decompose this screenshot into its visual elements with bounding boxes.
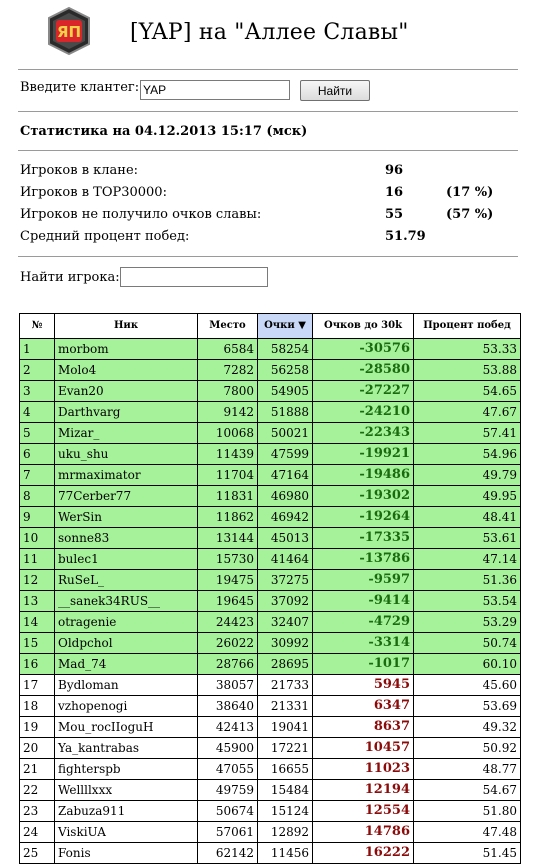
table-row <box>20 402 521 423</box>
cell-number: 6 <box>20 444 55 465</box>
stat-label: Средний процент побед: <box>20 229 190 244</box>
cell-place: 11439 <box>198 444 258 465</box>
cell-nick: uku_shu <box>55 444 198 465</box>
cell-number: 20 <box>20 738 55 759</box>
cell-nick: WerSin <box>55 507 198 528</box>
cell-points: 45013 <box>258 528 313 549</box>
cell-to30k: 12194 <box>313 780 414 801</box>
cell-winrate: 49.79 <box>414 465 521 486</box>
cell-nick: ViskiUA <box>55 822 198 843</box>
cell-number: 12 <box>20 570 55 591</box>
cell-to30k: -19486 <box>313 465 414 486</box>
cell-points: 12892 <box>258 822 313 843</box>
cell-points: 41464 <box>258 549 313 570</box>
cell-nick: Mad_74 <box>55 654 198 675</box>
table-row <box>20 675 521 696</box>
cell-points: 47599 <box>258 444 313 465</box>
find-player-label: Найти игрока: <box>20 270 120 285</box>
cell-to30k: 11023 <box>313 759 414 780</box>
clan-logo <box>44 6 94 56</box>
cell-to30k: -28580 <box>313 360 414 381</box>
cell-points: 56258 <box>258 360 313 381</box>
cell-place: 6584 <box>198 339 258 360</box>
cell-place: 19645 <box>198 591 258 612</box>
stats-title: Статистика на 04.12.2013 15:17 (мск) <box>20 124 308 139</box>
cell-number: 19 <box>20 717 55 738</box>
cell-to30k: 6347 <box>313 696 414 717</box>
table-row <box>20 486 521 507</box>
cell-points: 28695 <box>258 654 313 675</box>
stat-value: 55 <box>385 207 404 222</box>
cell-winrate: 53.61 <box>414 528 521 549</box>
cell-number: 1 <box>20 339 55 360</box>
cell-winrate: 51.80 <box>414 801 521 822</box>
cell-place: 38640 <box>198 696 258 717</box>
cell-place: 7800 <box>198 381 258 402</box>
divider <box>18 150 518 151</box>
stat-percent: (17 %) <box>446 185 494 200</box>
cell-to30k: 14786 <box>313 822 414 843</box>
cell-winrate: 54.67 <box>414 780 521 801</box>
table-row <box>20 465 521 486</box>
cell-number: 8 <box>20 486 55 507</box>
cell-points: 46942 <box>258 507 313 528</box>
cell-winrate: 50.74 <box>414 633 521 654</box>
table-row <box>20 654 521 675</box>
cell-to30k: 8637 <box>313 717 414 738</box>
page-title: [YAP] на "Аллее Славы" <box>130 20 409 45</box>
cell-to30k: -19264 <box>313 507 414 528</box>
cell-to30k: -24210 <box>313 402 414 423</box>
cell-number: 2 <box>20 360 55 381</box>
find-player-input[interactable] <box>120 267 268 287</box>
cell-number: 22 <box>20 780 55 801</box>
clantag-search <box>20 80 353 98</box>
cell-to30k: 12554 <box>313 801 414 822</box>
cell-points: 37092 <box>258 591 313 612</box>
cell-place: 62142 <box>198 843 258 864</box>
cell-place: 9142 <box>198 402 258 423</box>
table-header-row <box>20 314 521 339</box>
cell-points: 30992 <box>258 633 313 654</box>
cell-number: 17 <box>20 675 55 696</box>
cell-place: 57061 <box>198 822 258 843</box>
cell-place: 7282 <box>198 360 258 381</box>
cell-points: 37275 <box>258 570 313 591</box>
stat-percent: (57 %) <box>446 207 494 222</box>
cell-winrate: 54.65 <box>414 381 521 402</box>
cell-number: 16 <box>20 654 55 675</box>
cell-winrate: 48.77 <box>414 759 521 780</box>
table-row <box>20 843 521 864</box>
cell-place: 50674 <box>198 801 258 822</box>
cell-number: 21 <box>20 759 55 780</box>
cell-nick: sonne83 <box>55 528 198 549</box>
cell-to30k: -1017 <box>313 654 414 675</box>
cell-number: 15 <box>20 633 55 654</box>
cell-points: 16655 <box>258 759 313 780</box>
cell-to30k: -3314 <box>313 633 414 654</box>
clan-players-table <box>19 313 521 864</box>
cell-place: 11704 <box>198 465 258 486</box>
stat-label: Игроков в TOP30000: <box>20 185 167 200</box>
table-row <box>20 822 521 843</box>
cell-to30k: -13786 <box>313 549 414 570</box>
cell-number: 23 <box>20 801 55 822</box>
cell-to30k: -27227 <box>313 381 414 402</box>
cell-nick: mrmaximator <box>55 465 198 486</box>
cell-points: 11456 <box>258 843 313 864</box>
cell-to30k: 10457 <box>313 738 414 759</box>
cell-points: 58254 <box>258 339 313 360</box>
cell-nick: RuSeL_ <box>55 570 198 591</box>
cell-points: 17221 <box>258 738 313 759</box>
table-row <box>20 612 521 633</box>
cell-place: 45900 <box>198 738 258 759</box>
cell-points: 15484 <box>258 780 313 801</box>
cell-place: 24423 <box>198 612 258 633</box>
cell-winrate: 47.48 <box>414 822 521 843</box>
table-row <box>20 528 521 549</box>
cell-number: 4 <box>20 402 55 423</box>
table-row <box>20 549 521 570</box>
cell-nick: Evan20 <box>55 381 198 402</box>
cell-points: 32407 <box>258 612 313 633</box>
cell-nick: Bydloman <box>55 675 198 696</box>
cell-winrate: 51.36 <box>414 570 521 591</box>
cell-number: 5 <box>20 423 55 444</box>
table-row <box>20 570 521 591</box>
cell-place: 10068 <box>198 423 258 444</box>
find-button[interactable]: Найти <box>300 80 370 101</box>
cell-place: 42413 <box>198 717 258 738</box>
cell-place: 11831 <box>198 486 258 507</box>
cell-to30k: -19302 <box>313 486 414 507</box>
table-row <box>20 591 521 612</box>
cell-points: 15124 <box>258 801 313 822</box>
col-header-to30k[interactable]: Очков до 30k <box>313 314 414 339</box>
cell-points: 51888 <box>258 402 313 423</box>
cell-nick: Mizar_ <box>55 423 198 444</box>
cell-winrate: 57.41 <box>414 423 521 444</box>
cell-winrate: 60.10 <box>414 654 521 675</box>
cell-points: 47164 <box>258 465 313 486</box>
cell-place: 47055 <box>198 759 258 780</box>
cell-nick: fighterspb <box>55 759 198 780</box>
cell-number: 9 <box>20 507 55 528</box>
table-row <box>20 759 521 780</box>
col-header-place[interactable]: Место <box>198 314 258 339</box>
cell-number: 7 <box>20 465 55 486</box>
table-row <box>20 738 521 759</box>
cell-to30k: -30576 <box>313 339 414 360</box>
cell-winrate: 53.33 <box>414 339 521 360</box>
stat-label: Игроков в клане: <box>20 163 139 178</box>
col-header-nick[interactable]: Ник <box>55 314 198 339</box>
cell-number: 10 <box>20 528 55 549</box>
cell-nick: __sanek34RUS__ <box>55 591 198 612</box>
cell-winrate: 53.88 <box>414 360 521 381</box>
cell-place: 38057 <box>198 675 258 696</box>
cell-to30k: -22343 <box>313 423 414 444</box>
table-row <box>20 339 521 360</box>
cell-nick: Molo4 <box>55 360 198 381</box>
cell-winrate: 47.67 <box>414 402 521 423</box>
table-row <box>20 633 521 654</box>
table-row <box>20 696 521 717</box>
col-header-points[interactable]: Очки ▼ <box>258 314 313 339</box>
table-row <box>20 717 521 738</box>
cell-winrate: 48.41 <box>414 507 521 528</box>
stat-label: Игроков не получило очков славы: <box>20 207 262 222</box>
cell-nick: bulec1 <box>55 549 198 570</box>
table-row <box>20 507 521 528</box>
clantag-label: Введите клантег: <box>20 80 140 95</box>
table-row <box>20 801 521 822</box>
cell-number: 3 <box>20 381 55 402</box>
cell-to30k: -9414 <box>313 591 414 612</box>
table-row <box>20 780 521 801</box>
table-row <box>20 360 521 381</box>
cell-points: 19041 <box>258 717 313 738</box>
cell-nick: Mou_rocIIoguH <box>55 717 198 738</box>
cell-to30k: 16222 <box>313 843 414 864</box>
cell-to30k: -19921 <box>313 444 414 465</box>
cell-nick: morbom <box>55 339 198 360</box>
stat-value: 16 <box>385 185 404 200</box>
cell-place: 49759 <box>198 780 258 801</box>
col-header-number[interactable]: № <box>20 314 55 339</box>
cell-number: 13 <box>20 591 55 612</box>
cell-points: 54905 <box>258 381 313 402</box>
cell-nick: Oldpchol <box>55 633 198 654</box>
cell-nick: Fonis <box>55 843 198 864</box>
cell-points: 21733 <box>258 675 313 696</box>
cell-number: 11 <box>20 549 55 570</box>
cell-place: 11862 <box>198 507 258 528</box>
divider <box>18 69 518 70</box>
cell-nick: Zabuza911 <box>55 801 198 822</box>
cell-place: 13144 <box>198 528 258 549</box>
cell-to30k: -17335 <box>313 528 414 549</box>
stat-value: 96 <box>385 163 404 178</box>
cell-nick: Ya_kantrabas <box>55 738 198 759</box>
cell-place: 28766 <box>198 654 258 675</box>
cell-nick: otragenie <box>55 612 198 633</box>
divider <box>18 256 518 257</box>
cell-place: 15730 <box>198 549 258 570</box>
cell-number: 25 <box>20 843 55 864</box>
cell-winrate: 54.96 <box>414 444 521 465</box>
cell-winrate: 45.60 <box>414 675 521 696</box>
cell-nick: Wellllxxx <box>55 780 198 801</box>
cell-place: 19475 <box>198 570 258 591</box>
cell-nick: 77Cerber77 <box>55 486 198 507</box>
cell-winrate: 49.32 <box>414 717 521 738</box>
divider <box>18 111 518 112</box>
cell-to30k: 5945 <box>313 675 414 696</box>
cell-points: 50021 <box>258 423 313 444</box>
cell-winrate: 51.45 <box>414 843 521 864</box>
cell-to30k: -9597 <box>313 570 414 591</box>
cell-nick: vzhopenogi <box>55 696 198 717</box>
cell-winrate: 49.95 <box>414 486 521 507</box>
find-player <box>20 270 120 285</box>
cell-winrate: 53.54 <box>414 591 521 612</box>
cell-number: 24 <box>20 822 55 843</box>
cell-winrate: 53.29 <box>414 612 521 633</box>
clantag-input[interactable] <box>140 80 290 100</box>
page-header <box>0 0 536 66</box>
cell-winrate: 50.92 <box>414 738 521 759</box>
cell-number: 14 <box>20 612 55 633</box>
cell-number: 18 <box>20 696 55 717</box>
col-header-winrate[interactable]: Процент побед <box>414 314 521 339</box>
cell-points: 21331 <box>258 696 313 717</box>
cell-winrate: 47.14 <box>414 549 521 570</box>
cell-points: 46980 <box>258 486 313 507</box>
cell-place: 26022 <box>198 633 258 654</box>
logo-text: ЯП <box>56 23 82 41</box>
table-row <box>20 444 521 465</box>
table-row <box>20 381 521 402</box>
cell-nick: Darthvarg <box>55 402 198 423</box>
cell-to30k: -4729 <box>313 612 414 633</box>
table-row <box>20 423 521 444</box>
table-body <box>20 339 521 864</box>
cell-winrate: 53.69 <box>414 696 521 717</box>
stat-value: 51.79 <box>385 229 426 244</box>
